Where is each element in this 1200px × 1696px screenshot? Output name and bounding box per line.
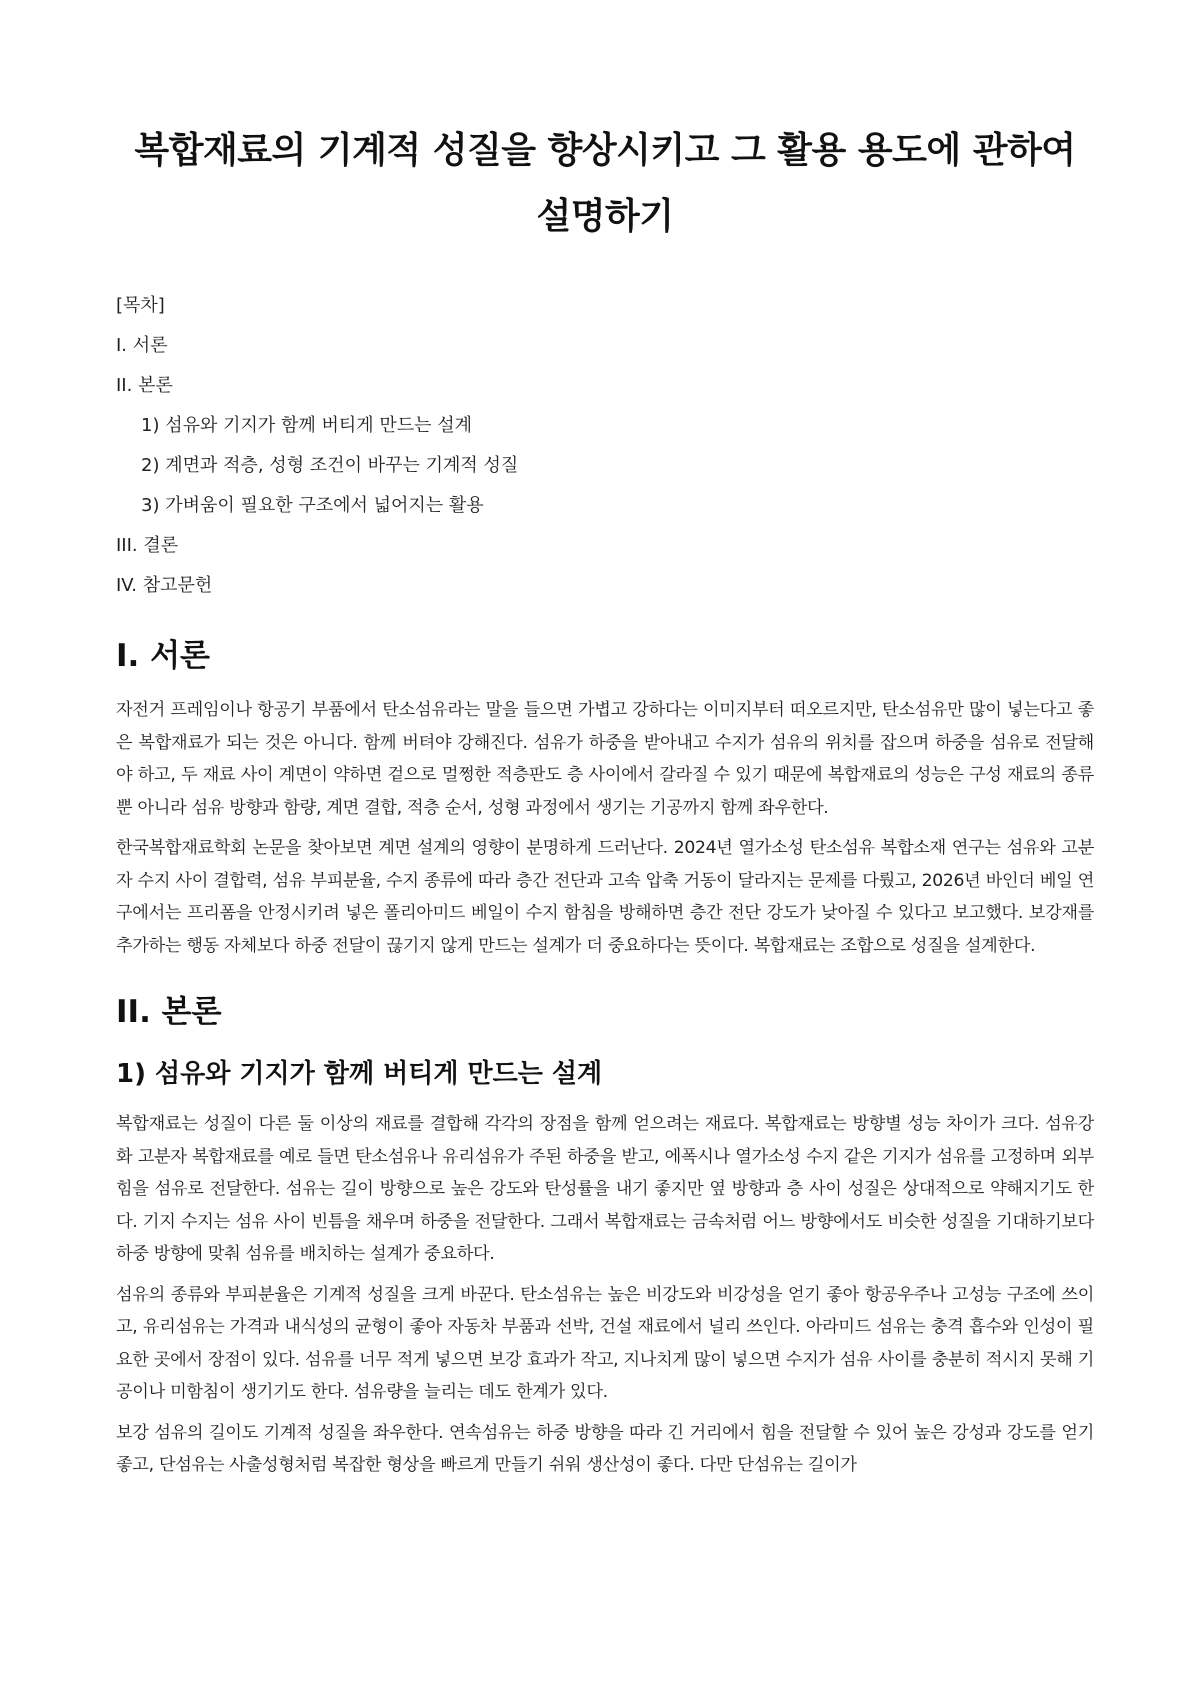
intro-section: [116, 634, 1094, 962]
paragraph: 보강 섬유의 길이도 기계적 성질을 좌우한다. 연속섬유는 하중 방향을 따라 긴 거리에서 힘을 전달할 수 있어 높은 강성과 강도를 얻기 좋고, 단섬유는 사출성형처럼 복잡한 형상을 빠르게 만들기 쉬워 생산성이 좋다. 다만 단섬유는 길이가: [116, 1422, 1094, 1475]
toc-list: [116, 326, 1094, 606]
section-heading-intro: I. 서론: [116, 638, 210, 674]
toc-heading: [목차]: [116, 295, 165, 316]
toc-subitem: 1) 섬유와 기지가 함께 버티게 만드는 설계: [141, 415, 473, 436]
subsection-heading: 1) 섬유와 기지가 함께 버티게 만드는 설계: [116, 1059, 603, 1089]
toc-subitem: 2) 계면과 적층, 성형 조건이 바꾸는 기계적 성질: [141, 455, 519, 476]
paragraph: 자전거 프레임이나 항공기 부품에서 탄소섬유라는 말을 들으면 가볍고 강하다는 이미지부터 떠오르지만, 탄소섬유만 많이 넣는다고 좋은 복합재료가 되는 것은 아니다. 함께 버텨야 강해진다. 섬유가 하중을 받아내고 수지가 섬유의 위치를 잡으며 하중을 섬유로 전달해야 하고, 두 재료 사이 계면이 약하면 겉으로 멀쩡한 적층판도 층 사이에서 갈라질 수 있기 때문에 복합재료의 성능은 구성 재료의 종류뿐 아니라 섬유 방향과 함량, 계면 결합, 적층 순서, 성형 과정에서 생기는 기공까지 함께 좌우한다.: [116, 700, 1094, 818]
paragraph: 복합재료는 성질이 다른 둘 이상의 재료를 결합해 각각의 장점을 함께 얻으려는 재료다. 복합재료는 방향별 성능 차이가 크다. 섬유강화 고분자 복합재료를 예로 들면 탄소섬유나 유리섬유가 주된 하중을 받고, 에폭시나 열가소성 수지 같은 기지가 섬유를 고정하며 외부 힘을 섬유로 전달한다. 섬유는 길이 방향으로 높은 강도와 탄성률을 내기 좋지만 옆 방향과 층 사이 성질은 상대적으로 약해지기도 한다. 기지 수지는 섬유 사이 빈틈을 채우며 하중을 전달한다. 그래서 복합재료는 금속처럼 어느 방향에서도 비슷한 성질을 기대하기보다 하중 방향에 맞춰 섬유를 배치하는 설계가 중요하다.: [116, 1114, 1094, 1264]
paragraph: 한국복합재료학회 논문을 찾아보면 계면 설계의 영향이 분명하게 드러난다. 2024년 열가소성 탄소섬유 복합소재 연구는 섬유와 고분자 수지 사이 결합력, 섬유 부피분율, 수지 종류에 따라 층간 전단과 고속 압축 거동이 달라지는 문제를 다뤘고, 2026년 바인더 베일 연구에서는 프리폼을 안정시키려 넣은 폴리아미드 베일이 수지 함침을 방해하면 층간 전단 강도가 낮아질 수 있다고 보고했다. 보강재를 추가하는 행동 자체보다 하중 전달이 끊기지 않게 만드는 설계가 더 중요하다는 뜻이다. 복합재료는 조합으로 성질을 설계한다.: [116, 838, 1094, 956]
section-heading-body: II. 본론: [116, 994, 222, 1030]
toc-subitem: 3) 가벼움이 필요한 구조에서 넓어지는 활용: [141, 495, 484, 516]
paragraph: 섬유의 종류와 부피분율은 기계적 성질을 크게 바꾼다. 탄소섬유는 높은 비강도와 비강성을 얻기 좋아 항공우주나 고성능 구조에 쓰이고, 유리섬유는 가격과 내식성의 균형이 좋아 자동차 부품과 선박, 건설 재료에서 널리 쓰인다. 아라미드 섬유는 충격 흡수와 인성이 필요한 곳에서 장점이 있다. 섬유를 너무 적게 넣으면 보강 효과가 작고, 지나치게 많이 넣으면 수지가 섬유 사이를 충분히 적시지 못해 기공이나 미함침이 생기기도 한다. 섬유량을 늘리는 데도 한계가 있다.: [116, 1284, 1094, 1402]
table-of-contents: [116, 286, 1094, 606]
document-title: 복합재료의 기계적 성질을 향상시키고 그 활용 용도에 관하여 설명하기: [134, 130, 1076, 237]
body-section: [116, 990, 1094, 1482]
toc-item: I. 서론: [116, 335, 168, 356]
toc-item: II. 본론: [116, 375, 173, 396]
toc-item: IV. 참고문헌: [116, 575, 213, 596]
toc-item: III. 결론: [116, 535, 179, 556]
